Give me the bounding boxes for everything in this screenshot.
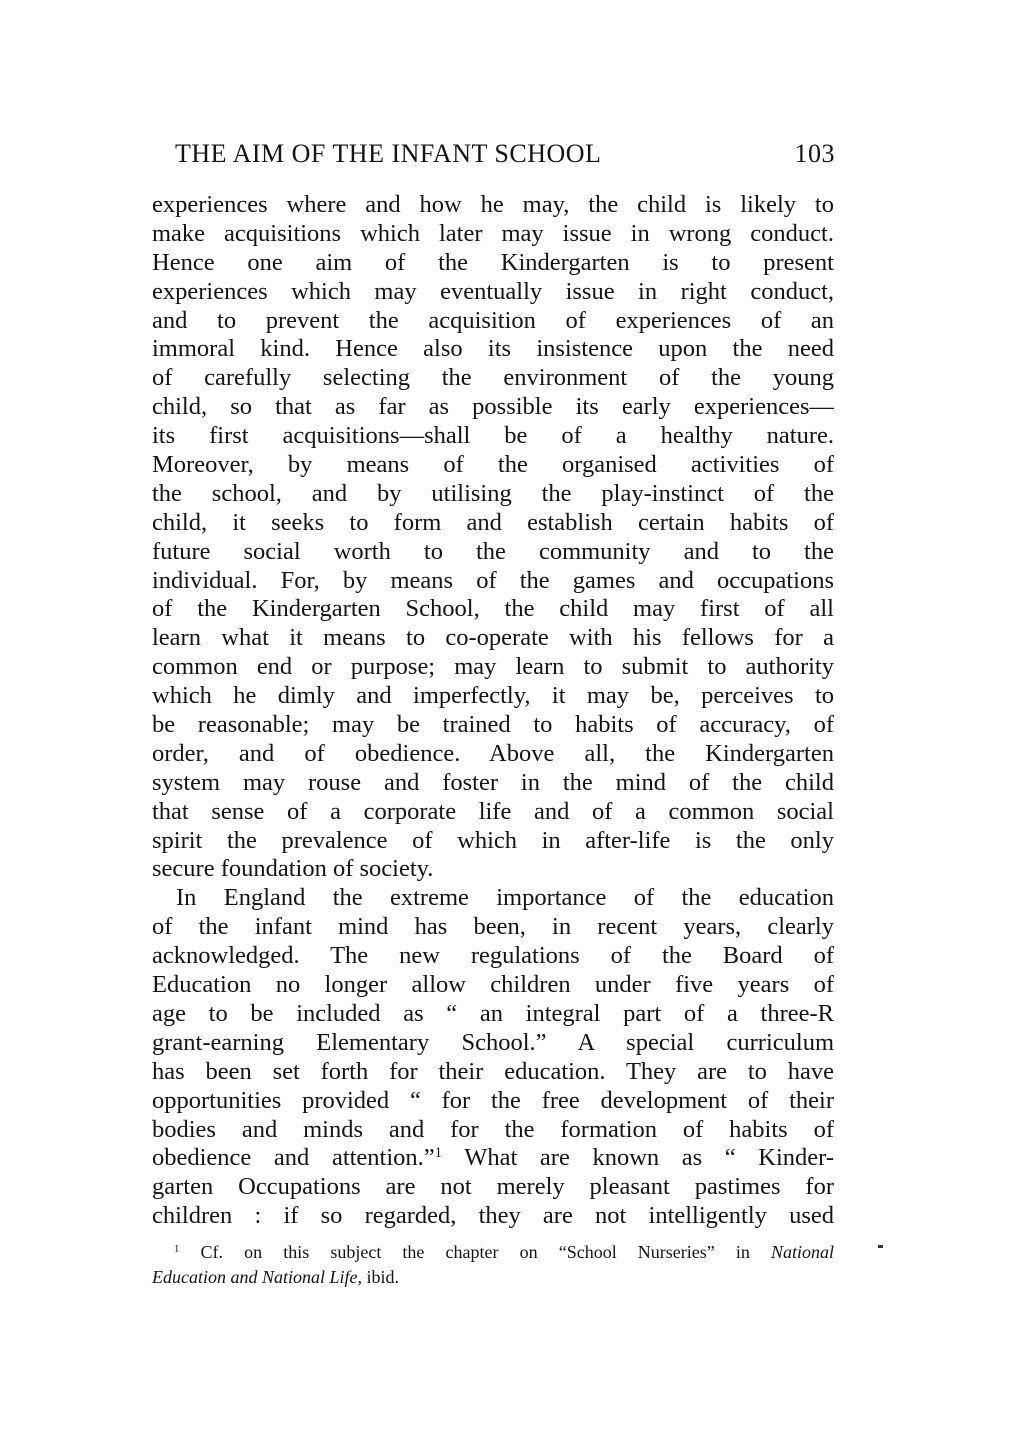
footnote-line <box>152 1265 834 1290</box>
text-line: child, so that as far as possible its early experiences— <box>152 393 834 421</box>
footnote-italic-text: Education and National Life, <box>152 1267 362 1287</box>
footnote-reference: 1 <box>434 1145 443 1162</box>
text-line: spirit the prevalence of which in after-life is the only <box>152 826 834 854</box>
text-segment: obedience and attention.” <box>152 1144 435 1172</box>
text-line: immoral kind. Hence also its insistence upon the need <box>152 335 834 363</box>
text-line: acknowledged. The new regulations of the Board of <box>152 942 834 970</box>
text-line: future social worth to the community and to the <box>152 537 834 565</box>
text-line: of the infant mind has been, in recent years, clearly <box>152 913 834 941</box>
text-line: opportunities provided “ for the free development of their <box>152 1086 834 1114</box>
text-line: garten Occupations are not merely pleasant pastimes for <box>152 1173 834 1201</box>
footnote <box>152 1240 834 1290</box>
text-line: learn what it means to co-operate with his fellows for a <box>152 624 834 652</box>
text-line: that sense of a corporate life and of a common social <box>152 797 834 825</box>
text-segment: What are known as “ Kinder- <box>464 1144 834 1172</box>
text-line: of the Kindergarten School, the child may first of all <box>152 595 834 623</box>
text-line: has been set forth for their education. They are to have <box>152 1057 834 1085</box>
text-line: age to be included as “ an integral part of a three-R <box>152 999 834 1027</box>
footnote-line <box>152 1240 834 1265</box>
text-line: of carefully selecting the environment of the young <box>152 364 834 392</box>
footnote-text: Cf. on this subject the chapter on “School Nurseries” in <box>200 1242 750 1262</box>
text-line: experiences where and how he may, the child is likely to <box>152 191 834 218</box>
text-line: system may rouse and foster in the mind of the child <box>152 768 834 796</box>
text-line: children : if so regarded, they are not intelligently used <box>152 1202 834 1230</box>
text-line: experiences which may eventually issue in right conduct, <box>152 277 834 305</box>
running-head <box>175 139 835 173</box>
body-text <box>152 191 834 1231</box>
text-line: make acquisitions which later may issue in wrong conduct. <box>152 219 834 247</box>
text-line: be reasonable; may be trained to habits of accuracy, of <box>152 711 834 739</box>
text-line: which he dimly and imperfectly, it may be, perceives to <box>152 682 834 710</box>
text-line: bodies and minds and for the formation of habits of <box>152 1115 834 1143</box>
text-line: Hence one aim of the Kindergarten is to present <box>152 248 834 276</box>
text-line: the school, and by utilising the play-instinct of the <box>152 479 834 507</box>
text-line: Moreover, by means of the organised activities of <box>152 451 834 479</box>
paragraph-start-line: In England the extreme importance of the education <box>176 884 834 912</box>
text-line-with-footnote-ref <box>152 1144 834 1173</box>
page-number: 103 <box>794 139 835 168</box>
text-line: Education no longer allow children under five years of <box>152 971 834 999</box>
text-line: child, it seeks to form and establish certain habits of <box>152 508 834 536</box>
running-head-title: THE AIM OF THE INFANT SCHOOL <box>175 139 602 168</box>
text-line: common end or purpose; may learn to submit to authority <box>152 653 834 681</box>
text-line: and to prevent the acquisition of experiences of an <box>152 306 834 334</box>
ink-speck <box>878 1245 883 1248</box>
text-line: individual. For, by means of the games and occupations <box>152 566 834 594</box>
footnote-marker: 1 <box>174 1243 180 1256</box>
footnote-italic-text: National <box>771 1242 835 1262</box>
text-line: secure foundation of society. <box>152 855 434 883</box>
text-line: order, and of obedience. Above all, the Kindergarten <box>152 739 834 767</box>
footnote-text: ibid. <box>366 1267 400 1287</box>
text-line: its first acquisitions—shall be of a healthy nature. <box>152 422 834 450</box>
text-line: grant-earning Elementary School.” A special curriculum <box>152 1028 834 1056</box>
